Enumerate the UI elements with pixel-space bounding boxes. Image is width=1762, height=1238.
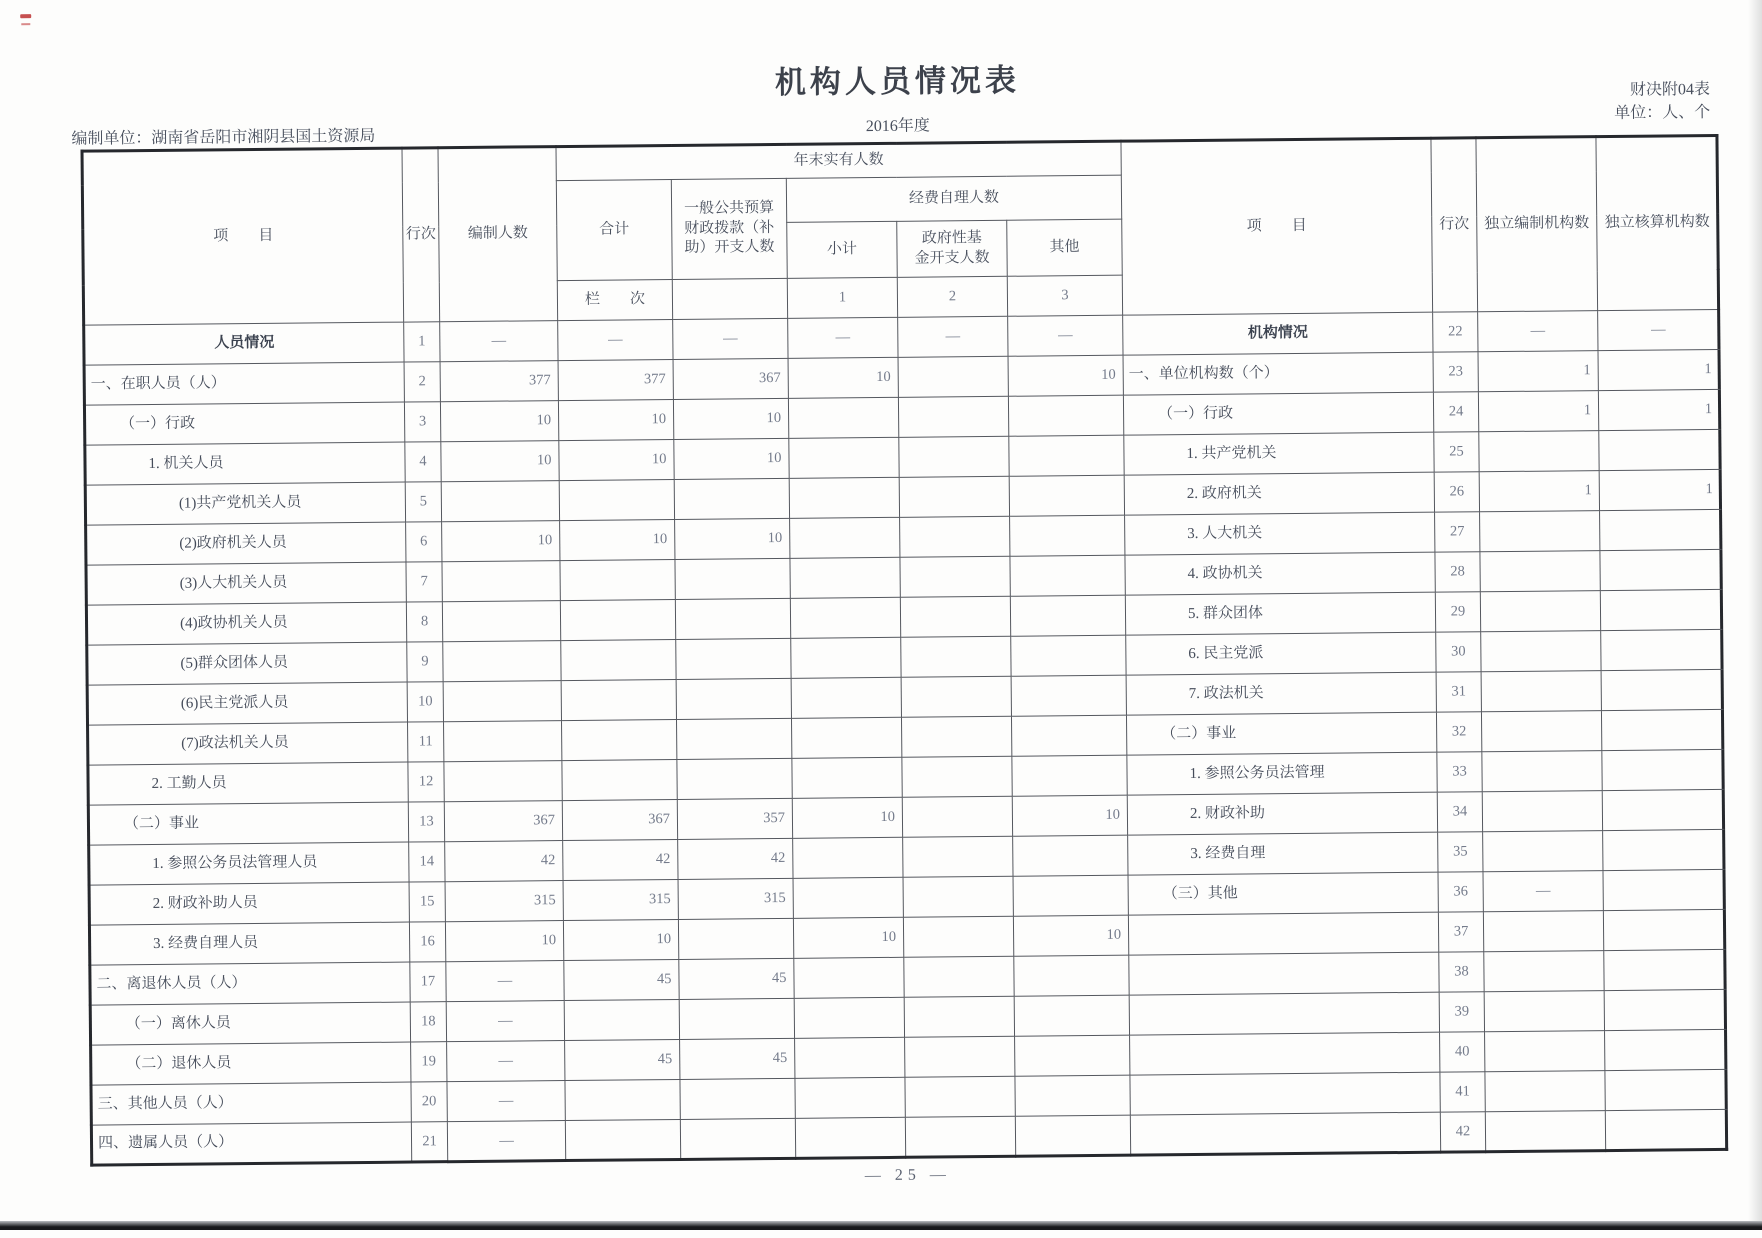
- left-col3-cell: [677, 758, 792, 799]
- left-col4-cell: [790, 557, 900, 598]
- left-col5-cell: [900, 516, 1010, 557]
- left-col1-cell: [444, 721, 562, 762]
- left-col3-cell: 45: [680, 1038, 795, 1079]
- column-index-2: 2: [897, 276, 1007, 317]
- right-col7-cell: 1: [1478, 391, 1598, 432]
- left-line-no-cell: 19: [411, 1042, 447, 1082]
- left-col6-cell: [1013, 835, 1128, 876]
- right-col8-cell: [1600, 589, 1721, 630]
- right-col7-cell: —: [1478, 311, 1598, 352]
- right-item-cell: [1129, 952, 1439, 995]
- left-col1-cell: —: [446, 1001, 564, 1042]
- left-col6-cell: [1013, 875, 1128, 916]
- left-col2-cell: 377: [558, 359, 673, 400]
- left-line-no-cell: 14: [409, 842, 445, 882]
- left-item-cell: 一、在职人员（人）: [84, 362, 404, 405]
- left-col4-cell: [794, 997, 904, 1038]
- right-col7-cell: [1482, 751, 1602, 792]
- right-col8-cell: [1603, 829, 1724, 870]
- left-item-cell: (6)民主党派人员: [87, 682, 407, 725]
- left-col5-cell: —: [898, 316, 1008, 357]
- left-col3-cell: [678, 918, 793, 959]
- header-right-line-no-column: 行次: [1431, 138, 1478, 312]
- left-col1-cell: 10: [442, 521, 560, 562]
- header-general-budget-column: 一般公共预算 财政拨款（补 助）开支人数: [671, 178, 787, 279]
- left-col5-cell: [903, 836, 1013, 877]
- left-col3-cell: 367: [673, 358, 788, 399]
- left-col5-cell: [901, 636, 1011, 677]
- left-line-no-cell: 5: [405, 482, 441, 522]
- fiscal-year: 2016年度: [80, 105, 1715, 144]
- left-item-cell: 1. 机关人员: [85, 442, 405, 485]
- left-col1-cell: 10: [440, 401, 558, 442]
- right-col8-cell: [1605, 1029, 1726, 1070]
- table-header: [82, 135, 1719, 325]
- left-col6-cell: [1015, 1115, 1130, 1156]
- left-col4-cell: [795, 1077, 905, 1118]
- left-col3-cell: 357: [677, 798, 792, 839]
- left-item-cell: 四、遗属人员（人）: [91, 1122, 411, 1165]
- right-line-no-cell: 31: [1436, 672, 1481, 712]
- left-col4-cell: 10: [792, 797, 902, 838]
- right-col7-cell: 1: [1478, 351, 1598, 392]
- left-col6-cell: [1014, 995, 1129, 1036]
- left-col3-cell: [675, 558, 790, 599]
- header-gov-fund-column: 政府性基 金开支人数: [897, 220, 1008, 277]
- right-item-cell: 2. 政府机关: [1124, 472, 1434, 515]
- left-col4-cell: —: [788, 317, 898, 358]
- column-index-blank: [672, 278, 787, 319]
- left-line-no-cell: 12: [408, 762, 444, 802]
- left-col3-cell: 315: [678, 878, 793, 919]
- right-col7-cell: [1484, 951, 1604, 992]
- left-item-cell: （一）行政: [84, 402, 404, 445]
- right-item-cell: [1130, 1112, 1440, 1155]
- header-right-item-column: 项 目: [1121, 138, 1433, 315]
- left-col4-cell: [791, 677, 901, 718]
- right-item-cell: 3. 经费自理: [1128, 832, 1438, 875]
- left-item-cell: (3)人大机关人员: [86, 562, 406, 605]
- left-col4-cell: [794, 957, 904, 998]
- left-col5-cell: [905, 1116, 1015, 1157]
- left-col4-cell: [793, 877, 903, 918]
- left-col4-cell: [791, 637, 901, 678]
- left-col5-cell: [899, 436, 1009, 477]
- left-line-no-cell: 3: [404, 402, 440, 442]
- left-col5-cell: [899, 476, 1009, 517]
- left-col1-cell: 10: [445, 921, 563, 962]
- header-total-column: 合计: [556, 179, 672, 280]
- right-col7-cell: [1479, 431, 1599, 472]
- left-col4-cell: [795, 1037, 905, 1078]
- right-col8-cell: 1: [1598, 349, 1719, 390]
- right-item-cell: 2. 财政补助: [1127, 792, 1437, 835]
- left-col3-cell: [676, 678, 791, 719]
- left-col1-cell: [444, 761, 562, 802]
- left-col5-cell: [904, 996, 1014, 1037]
- left-col4-cell: [793, 837, 903, 878]
- left-col5-cell: [901, 676, 1011, 717]
- left-col1-cell: —: [446, 961, 564, 1002]
- left-col6-cell: [1015, 1075, 1130, 1116]
- left-col5-cell: [905, 1076, 1015, 1117]
- right-col8-cell: [1603, 869, 1724, 910]
- right-item-cell: [1130, 1032, 1440, 1075]
- right-line-no-cell: 22: [1433, 312, 1478, 352]
- left-col6-cell: [1010, 595, 1125, 636]
- left-col5-cell: [901, 716, 1011, 757]
- right-line-no-cell: 25: [1434, 432, 1479, 472]
- right-col8-cell: 1: [1598, 389, 1719, 430]
- header-independent-staffing-orgs-column: 独立编制机构数: [1476, 137, 1598, 312]
- left-item-cell: 三、其他人员（人）: [91, 1082, 411, 1125]
- left-col2-cell: [562, 759, 677, 800]
- left-col3-cell: [675, 598, 790, 639]
- right-col8-cell: [1602, 789, 1723, 830]
- left-line-no-cell: 10: [407, 682, 443, 722]
- right-col8-cell: —: [1598, 309, 1719, 350]
- right-col7-cell: [1481, 711, 1601, 752]
- right-col8-cell: [1600, 549, 1721, 590]
- left-col2-cell: —: [558, 319, 673, 360]
- right-item-cell: （一）行政: [1123, 392, 1433, 435]
- left-col3-cell: 45: [679, 958, 794, 999]
- right-line-no-cell: 42: [1440, 1112, 1485, 1152]
- left-col5-cell: [904, 956, 1014, 997]
- left-line-no-cell: 2: [404, 362, 440, 402]
- right-item-cell: 3. 人大机关: [1125, 512, 1435, 555]
- header-staffing-column: 编制人数: [438, 147, 558, 322]
- left-col6-cell: [1012, 755, 1127, 796]
- right-item-cell: 机构情况: [1123, 312, 1433, 355]
- right-line-no-cell: 30: [1436, 632, 1481, 672]
- personnel-orgs-table: [80, 134, 1728, 1167]
- left-item-cell: 3. 经费自理人员: [89, 922, 409, 965]
- left-col6-cell: 10: [1012, 795, 1127, 836]
- right-line-no-cell: 29: [1435, 592, 1480, 632]
- page-title: 机构人员情况表: [80, 48, 1715, 109]
- right-item-cell: [1130, 1072, 1440, 1115]
- left-col5-cell: [898, 356, 1008, 397]
- left-col2-cell: 10: [563, 919, 678, 960]
- scan-bottom-edge: [0, 1221, 1762, 1230]
- header-subtotal-column: 小计: [787, 221, 898, 278]
- left-col2-cell: [564, 999, 679, 1040]
- right-item-cell: 5. 群众团体: [1125, 592, 1435, 635]
- column-index-left-label: 栏 次: [557, 279, 672, 320]
- header-self-funded-group: 经费自理人数: [786, 175, 1121, 222]
- left-item-cell: 人员情况: [84, 322, 404, 365]
- right-col7-cell: [1483, 831, 1603, 872]
- left-col3-cell: [674, 478, 789, 519]
- left-col2-cell: [559, 479, 674, 520]
- left-col1-cell: 10: [441, 441, 559, 482]
- left-col2-cell: [561, 679, 676, 720]
- header-line-no-column: 行次: [402, 148, 440, 322]
- right-line-no-cell: 34: [1437, 792, 1482, 832]
- left-col5-cell: [900, 596, 1010, 637]
- right-line-no-cell: 27: [1435, 512, 1480, 552]
- left-item-cell: (5)群众团体人员: [87, 642, 407, 685]
- left-col5-cell: [902, 796, 1012, 837]
- right-line-no-cell: 40: [1440, 1032, 1485, 1072]
- left-col6-cell: —: [1008, 315, 1123, 356]
- left-col6-cell: [1009, 475, 1124, 516]
- form-code: 财决附04表: [80, 76, 1710, 115]
- left-col2-cell: [560, 599, 675, 640]
- right-line-no-cell: 26: [1434, 472, 1479, 512]
- left-col3-cell: 42: [678, 838, 793, 879]
- right-col7-cell: [1480, 511, 1600, 552]
- left-line-no-cell: 18: [410, 1002, 446, 1042]
- left-col3-cell: [679, 998, 794, 1039]
- scan-red-mark: [20, 14, 31, 18]
- left-col1-cell: 367: [444, 801, 562, 842]
- left-col3-cell: [676, 718, 791, 759]
- left-line-no-cell: 17: [410, 962, 446, 1002]
- left-item-cell: (4)政协机关人员: [86, 602, 406, 645]
- left-item-cell: (2)政府机关人员: [86, 522, 406, 565]
- left-col3-cell: [680, 1118, 795, 1159]
- left-line-no-cell: 16: [409, 922, 445, 962]
- right-col7-cell: [1482, 791, 1602, 832]
- left-col2-cell: 10: [560, 519, 675, 560]
- header-item-column: 项 目: [82, 148, 404, 325]
- left-line-no-cell: 8: [406, 602, 442, 642]
- right-col7-cell: [1483, 911, 1603, 952]
- prepared-by: 编制单位：湖南省岳阳市湘阴县国土资源局: [71, 123, 375, 149]
- column-index-3: 3: [1007, 275, 1122, 316]
- left-col6-cell: [1008, 395, 1123, 436]
- right-line-no-cell: 23: [1433, 352, 1478, 392]
- right-col8-cell: [1605, 1069, 1726, 1110]
- left-col1-cell: [443, 681, 561, 722]
- right-col7-cell: 1: [1479, 471, 1599, 512]
- left-item-cell: （一）离休人员: [90, 1002, 410, 1045]
- right-line-no-cell: 28: [1435, 552, 1480, 592]
- left-col1-cell: 315: [445, 881, 563, 922]
- right-item-cell: 一、单位机构数（个）: [1123, 352, 1433, 395]
- right-item-cell: （三）其他: [1128, 872, 1438, 915]
- right-col7-cell: [1485, 1031, 1605, 1072]
- left-line-no-cell: 21: [411, 1122, 447, 1162]
- left-item-cell: 二、离退休人员（人）: [90, 962, 410, 1005]
- left-col4-cell: [790, 597, 900, 638]
- right-col7-cell: [1484, 991, 1604, 1032]
- left-col2-cell: 42: [563, 839, 678, 880]
- table-body: [84, 309, 1727, 1165]
- left-col6-cell: [1010, 515, 1125, 556]
- left-col3-cell: —: [673, 318, 788, 359]
- right-item-cell: [1129, 992, 1439, 1035]
- left-col1-cell: —: [447, 1041, 565, 1082]
- unit-note: 单位：人、个: [80, 99, 1710, 138]
- right-col7-cell: [1485, 1111, 1605, 1152]
- right-line-no-cell: 39: [1439, 992, 1484, 1032]
- left-col6-cell: 10: [1008, 355, 1123, 396]
- left-col6-cell: [1014, 955, 1129, 996]
- left-col2-cell: [565, 1119, 680, 1160]
- left-col5-cell: [903, 916, 1013, 957]
- right-line-no-cell: 35: [1438, 832, 1483, 872]
- right-item-cell: 1. 共产党机关: [1124, 432, 1434, 475]
- left-line-no-cell: 20: [411, 1082, 447, 1122]
- left-line-no-cell: 9: [407, 642, 443, 682]
- right-col8-cell: [1601, 669, 1722, 710]
- right-item-cell: 7. 政法机关: [1126, 672, 1436, 715]
- left-col4-cell: 10: [788, 357, 898, 398]
- left-col6-cell: [1015, 1035, 1130, 1076]
- left-col1-cell: —: [440, 321, 558, 362]
- left-col6-cell: [1010, 555, 1125, 596]
- right-item-cell: 6. 民主党派: [1126, 632, 1436, 675]
- left-col2-cell: 45: [565, 1039, 680, 1080]
- header-year-end-actual-group: 年末实有人数: [556, 141, 1121, 180]
- left-col4-cell: [792, 757, 902, 798]
- right-col8-cell: [1601, 629, 1722, 670]
- right-col7-cell: [1485, 1071, 1605, 1112]
- left-col5-cell: [903, 876, 1013, 917]
- right-col8-cell: [1605, 1109, 1726, 1150]
- left-item-cell: 2. 工勤人员: [88, 762, 408, 805]
- left-col1-cell: —: [447, 1081, 565, 1122]
- left-col4-cell: [791, 717, 901, 758]
- left-col1-cell: 377: [440, 361, 558, 402]
- left-col2-cell: 45: [564, 959, 679, 1000]
- right-col8-cell: [1603, 909, 1724, 950]
- right-col7-cell: [1481, 631, 1601, 672]
- left-col5-cell: [902, 756, 1012, 797]
- left-col4-cell: [788, 397, 898, 438]
- left-col4-cell: [789, 477, 899, 518]
- right-col8-cell: [1604, 949, 1725, 990]
- left-line-no-cell: 13: [408, 802, 444, 842]
- left-col2-cell: [561, 639, 676, 680]
- page-number: — 25 —: [90, 1159, 1725, 1193]
- left-line-no-cell: 6: [406, 522, 442, 562]
- left-col2-cell: 10: [558, 399, 673, 440]
- right-col8-cell: [1600, 509, 1721, 550]
- right-col8-cell: [1602, 749, 1723, 790]
- right-item-cell: [1128, 912, 1438, 955]
- left-col2-cell: 10: [559, 439, 674, 480]
- left-line-no-cell: 1: [404, 322, 440, 362]
- left-col2-cell: 315: [563, 879, 678, 920]
- left-item-cell: 1. 参照公务员法管理人员: [89, 842, 409, 885]
- left-col1-cell: [441, 481, 559, 522]
- left-col1-cell: [442, 561, 560, 602]
- right-line-no-cell: 24: [1433, 392, 1478, 432]
- right-col8-cell: 1: [1599, 469, 1720, 510]
- right-line-no-cell: 37: [1438, 912, 1483, 952]
- left-col2-cell: [560, 559, 675, 600]
- right-col7-cell: [1481, 671, 1601, 712]
- column-index-1: 1: [787, 277, 897, 318]
- left-col1-cell: 42: [445, 841, 563, 882]
- left-line-no-cell: 11: [408, 722, 444, 762]
- left-col1-cell: [442, 601, 560, 642]
- left-col3-cell: [676, 638, 791, 679]
- right-item-cell: 4. 政协机关: [1125, 552, 1435, 595]
- left-col5-cell: [905, 1036, 1015, 1077]
- right-col7-cell: [1480, 551, 1600, 592]
- left-col4-cell: [795, 1117, 905, 1158]
- left-col6-cell: [1011, 675, 1126, 716]
- left-col3-cell: [680, 1078, 795, 1119]
- left-line-no-cell: 15: [409, 882, 445, 922]
- right-col8-cell: [1604, 989, 1725, 1030]
- header-other-column: 其他: [1007, 219, 1123, 276]
- right-item-cell: 1. 参照公务员法管理: [1127, 752, 1437, 795]
- scan-right-edge: [1748, 0, 1762, 1230]
- right-col8-cell: [1601, 709, 1722, 750]
- left-item-cell: (1)共产党机关人员: [85, 482, 405, 525]
- header-independent-accounting-orgs-column: 独立核算机构数: [1596, 135, 1719, 310]
- right-line-no-cell: 36: [1438, 872, 1483, 912]
- left-col5-cell: [900, 556, 1010, 597]
- left-col5-cell: [898, 396, 1008, 437]
- left-line-no-cell: 7: [406, 562, 442, 602]
- right-line-no-cell: 41: [1440, 1072, 1485, 1112]
- right-line-no-cell: 38: [1439, 952, 1484, 992]
- left-col2-cell: 367: [562, 799, 677, 840]
- left-col3-cell: 10: [674, 438, 789, 479]
- right-line-no-cell: 33: [1437, 752, 1482, 792]
- left-col3-cell: 10: [673, 398, 788, 439]
- left-col1-cell: [443, 641, 561, 682]
- right-line-no-cell: 32: [1436, 712, 1481, 752]
- left-col1-cell: —: [447, 1121, 565, 1162]
- left-col4-cell: 10: [793, 917, 903, 958]
- left-line-no-cell: 4: [405, 442, 441, 482]
- right-col7-cell: —: [1483, 871, 1603, 912]
- left-col4-cell: [789, 437, 899, 478]
- left-col2-cell: [561, 719, 676, 760]
- left-col3-cell: 10: [675, 518, 790, 559]
- right-col7-cell: [1480, 591, 1600, 632]
- left-item-cell: 2. 财政补助人员: [89, 882, 409, 925]
- right-col8-cell: [1599, 429, 1720, 470]
- right-item-cell: （二）事业: [1126, 712, 1436, 755]
- left-col6-cell: [1011, 635, 1126, 676]
- left-col2-cell: [565, 1079, 680, 1120]
- left-item-cell: （二）事业: [88, 802, 408, 845]
- left-col6-cell: [1009, 435, 1124, 476]
- left-item-cell: （二）退休人员: [91, 1042, 411, 1085]
- left-col6-cell: [1011, 715, 1126, 756]
- left-col4-cell: [790, 517, 900, 558]
- left-item-cell: (7)政法机关人员: [88, 722, 408, 765]
- left-col6-cell: 10: [1013, 915, 1128, 956]
